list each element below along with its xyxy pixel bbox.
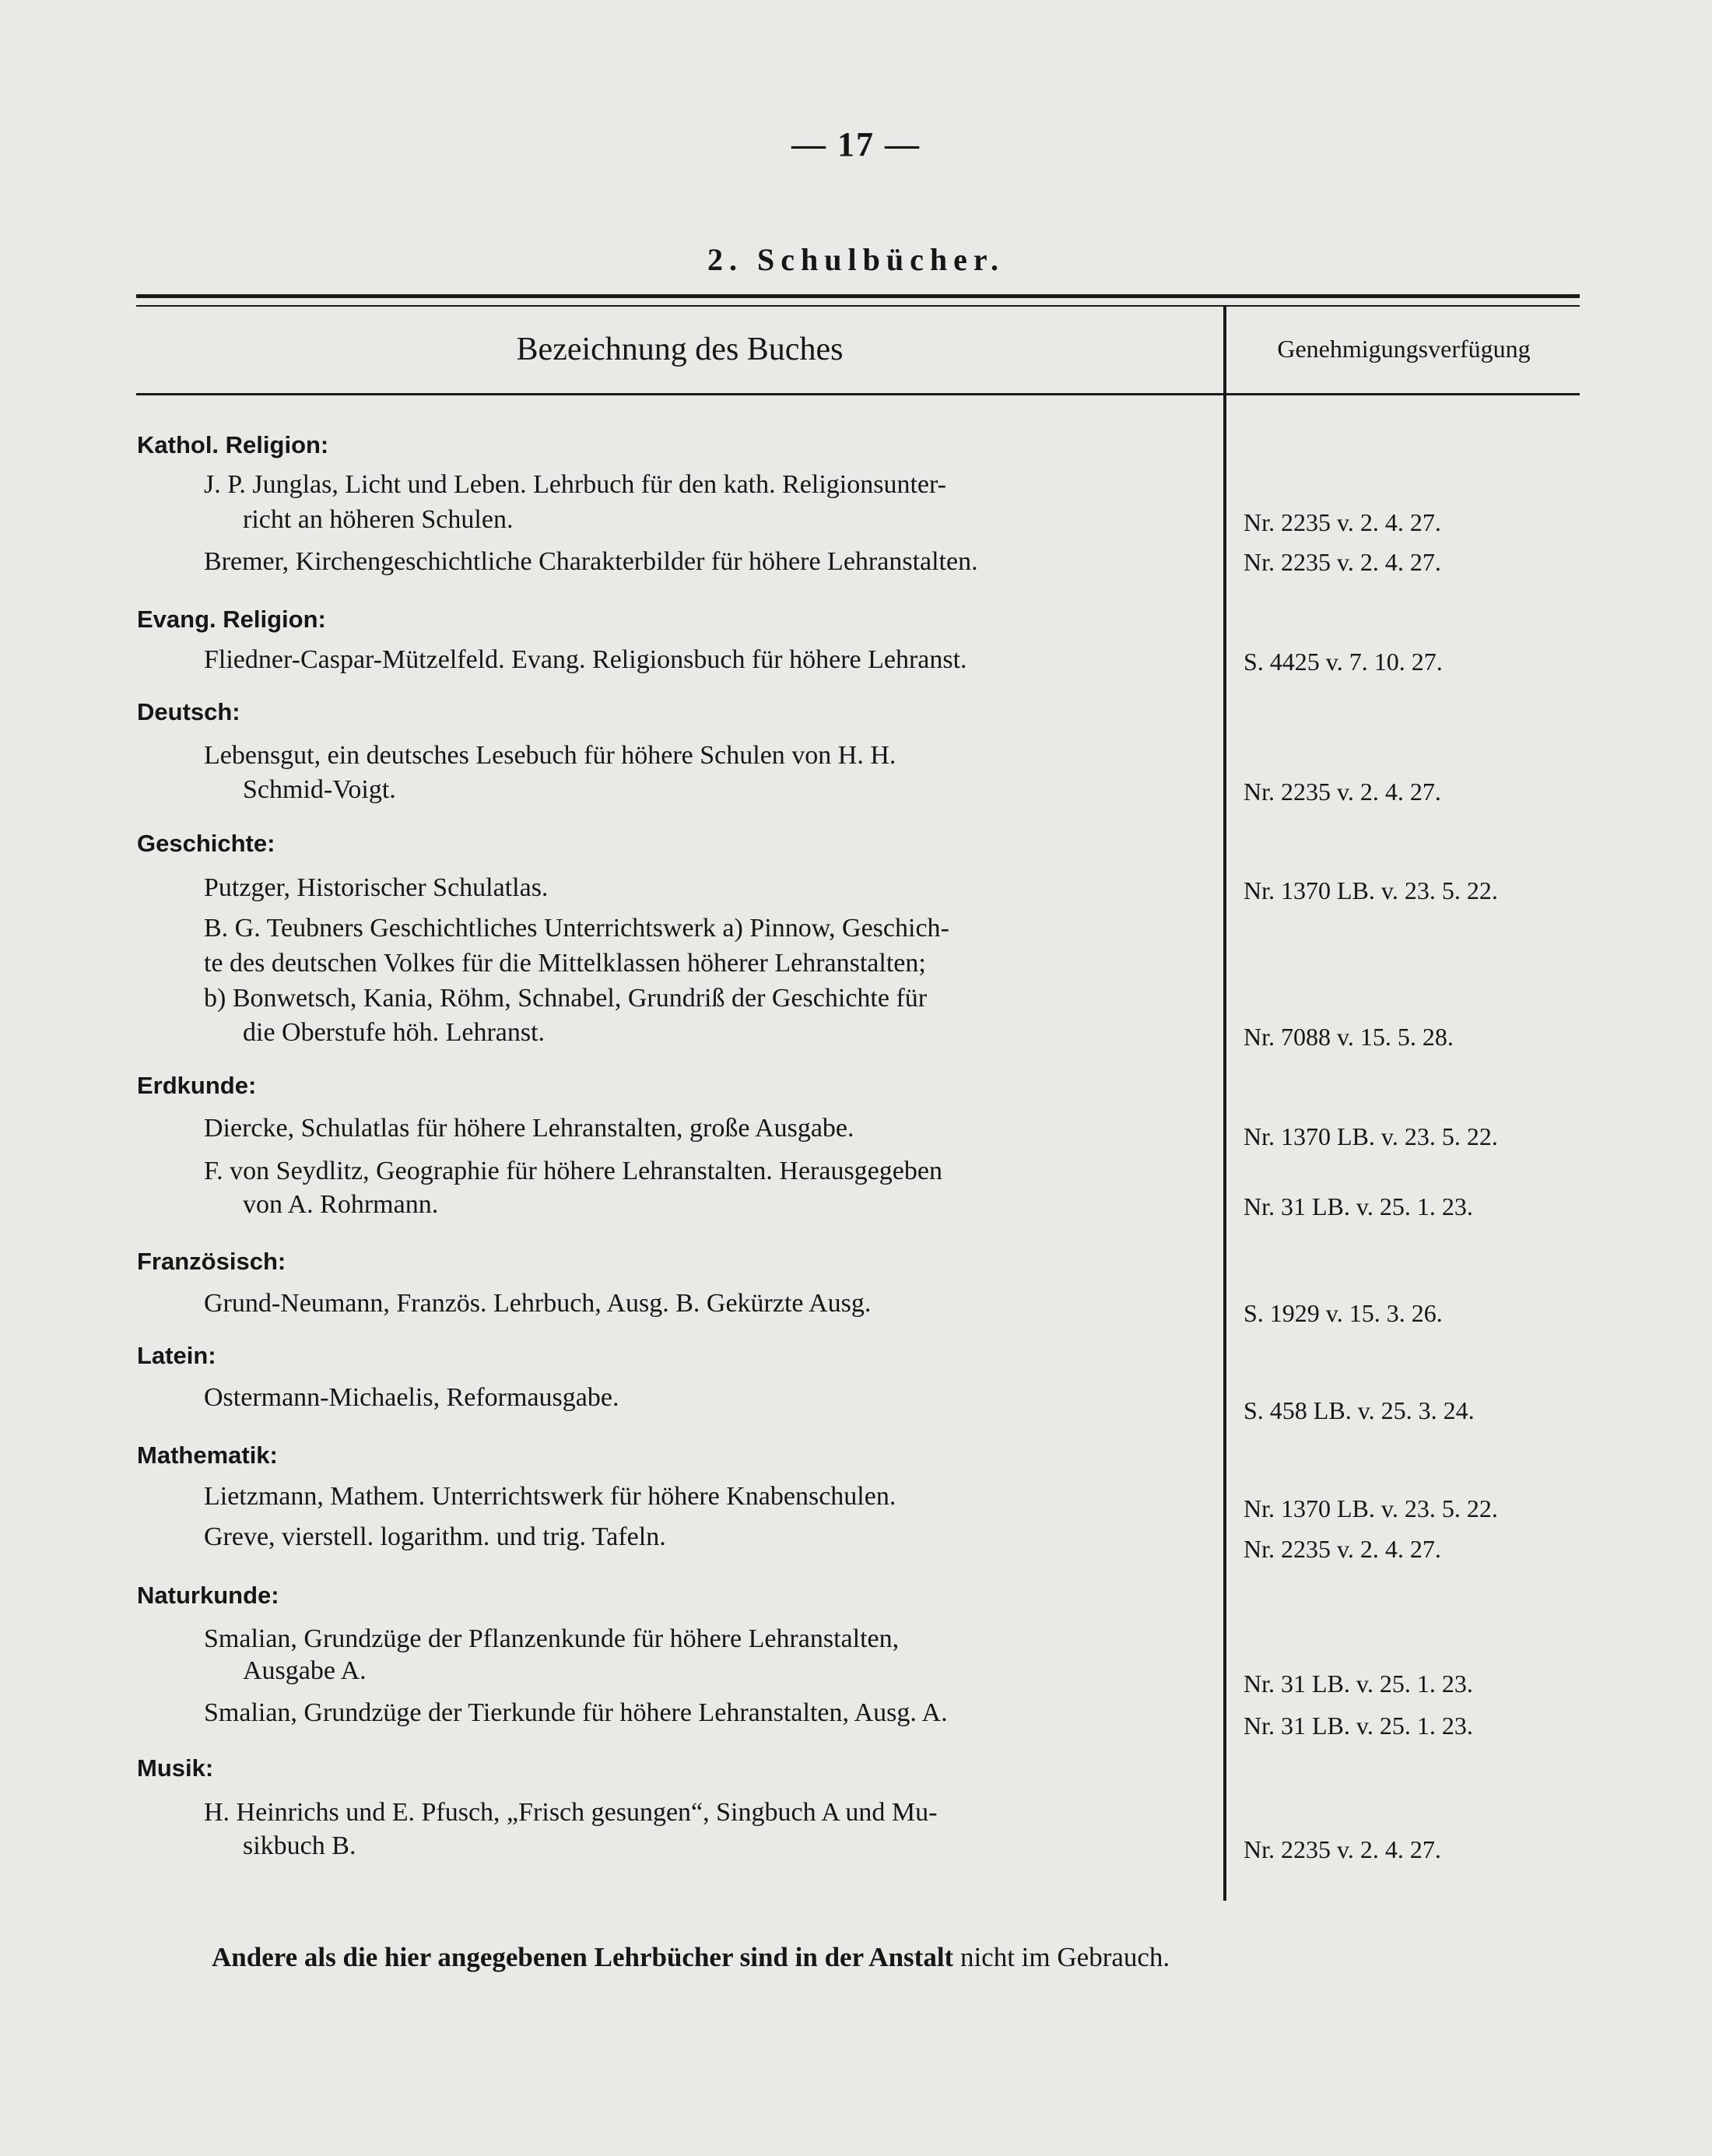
category-heading: Latein: [137,1342,216,1369]
approval-reference: S. 458 LB. v. 25. 3. 24. [1244,1396,1475,1424]
approval-reference: Nr. 2235 v. 2. 4. 27. [1244,1835,1441,1863]
approval-reference: S. 4425 v. 7. 10. 27. [1244,648,1443,676]
approval-reference: Nr. 1370 LB. v. 23. 5. 22. [1244,1122,1498,1150]
approval-reference: Nr. 31 LB. v. 25. 1. 23. [1244,1192,1473,1220]
book-line: F. von Seydlitz, Geographie für höhere Lehranstalten. Herausgegeben [204,1157,942,1185]
category-heading: Kathol. Religion: [137,431,329,458]
approval-reference: Nr. 1370 LB. v. 23. 5. 22. [1244,876,1498,904]
category-heading: Musik: [137,1754,214,1782]
book-line: Smalian, Grundzüge der Tierkunde für höhere Lehranstalten, Ausg. A. [204,1698,948,1727]
footer-note-normal: nicht im Gebrauch. [959,1942,1170,1972]
table-top-rule-thin [136,305,1580,307]
category-heading: Mathematik: [137,1441,278,1469]
approval-reference: Nr. 2235 v. 2. 4. 27. [1244,1535,1441,1563]
category-heading: Erdkunde: [137,1072,257,1099]
book-line: von A. Rohrmann. [243,1190,439,1219]
book-line: Lietzmann, Mathem. Unterrichtswerk für höhere Knabenschulen. [204,1482,896,1511]
column-header-approval: Genehmigungsverfügung [1277,335,1531,363]
approval-reference: Nr. 2235 v. 2. 4. 27. [1244,548,1441,576]
page-number: — 17 — [791,125,921,163]
book-line: richt an höheren Schulen. [243,505,514,534]
book-line: Diercke, Schulatlas für höhere Lehranstalten, große Ausgabe. [204,1114,854,1143]
approval-reference: Nr. 31 LB. v. 25. 1. 23. [1244,1670,1473,1698]
category-heading: Geschichte: [137,830,275,857]
book-line: b) Bonwetsch, Kania, Röhm, Schnabel, Grundriß der Geschichte für [204,984,928,1013]
book-line: te des deutschen Volkes für die Mittelklassen höherer Lehranstalten; [204,949,926,978]
book-line: Schmid-Voigt. [243,775,396,804]
category-heading: Französisch: [137,1248,286,1275]
section-title: 2. Schulbücher. [707,242,1005,277]
book-line: Smalian, Grundzüge der Pflanzenkunde für höhere Lehranstalten, [204,1624,900,1653]
book-line: die Oberstufe höh. Lehranst. [243,1018,546,1047]
approval-reference: Nr. 2235 v. 2. 4. 27. [1244,508,1441,536]
book-line: Lebensgut, ein deutsches Lesebuch für höhere Schulen von H. H. [204,741,896,770]
category-heading: Evang. Religion: [137,606,326,633]
footer-note-bold: Andere als die hier angegebenen Lehrbücher sind in der Anstalt [212,1942,954,1972]
book-line: B. G. Teubners Geschichtliches Unterrichtswerk a) Pinnow, Geschich- [204,914,949,943]
book-line: sikbuch B. [243,1831,356,1860]
approval-reference: Nr. 2235 v. 2. 4. 27. [1244,778,1441,806]
book-line: Fliedner-Caspar-Mützelfeld. Evang. Religionsbuch für höhere Lehranst. [204,645,967,674]
book-line: J. P. Junglas, Licht und Leben. Lehrbuch für den kath. Religionsunter- [204,470,946,499]
column-header-book: Bezeichnung des Buches [516,332,844,367]
book-line: Bremer, Kirchengeschichtliche Charakterbilder für höhere Lehranstalten. [204,547,978,576]
book-line: Ostermann-Michaelis, Reformausgabe. [204,1383,619,1412]
book-line: Grund-Neumann, Französ. Lehrbuch, Ausg. B. Gekürzte Ausg. [204,1289,872,1318]
book-line: Putzger, Historischer Schulatlas. [204,873,549,902]
book-line: Ausgabe A. [243,1656,367,1685]
category-heading: Deutsch: [137,698,240,725]
book-line: H. Heinrichs und E. Pfusch, „Frisch gesungen“, Singbuch A und Mu- [204,1798,938,1827]
footer-note [212,1942,1170,1973]
table-column-divider [1223,305,1226,1901]
category-heading: Naturkunde: [137,1582,279,1609]
approval-reference: S. 1929 v. 15. 3. 26. [1244,1299,1443,1327]
approval-reference: Nr. 7088 v. 15. 5. 28. [1244,1023,1454,1051]
book-line: Greve, vierstell. logarithm. und trig. Tafeln. [204,1522,666,1551]
table-top-rule [136,294,1580,298]
approval-reference: Nr. 31 LB. v. 25. 1. 23. [1244,1712,1473,1740]
table-header-rule [136,393,1580,395]
approval-reference: Nr. 1370 LB. v. 23. 5. 22. [1244,1494,1498,1522]
